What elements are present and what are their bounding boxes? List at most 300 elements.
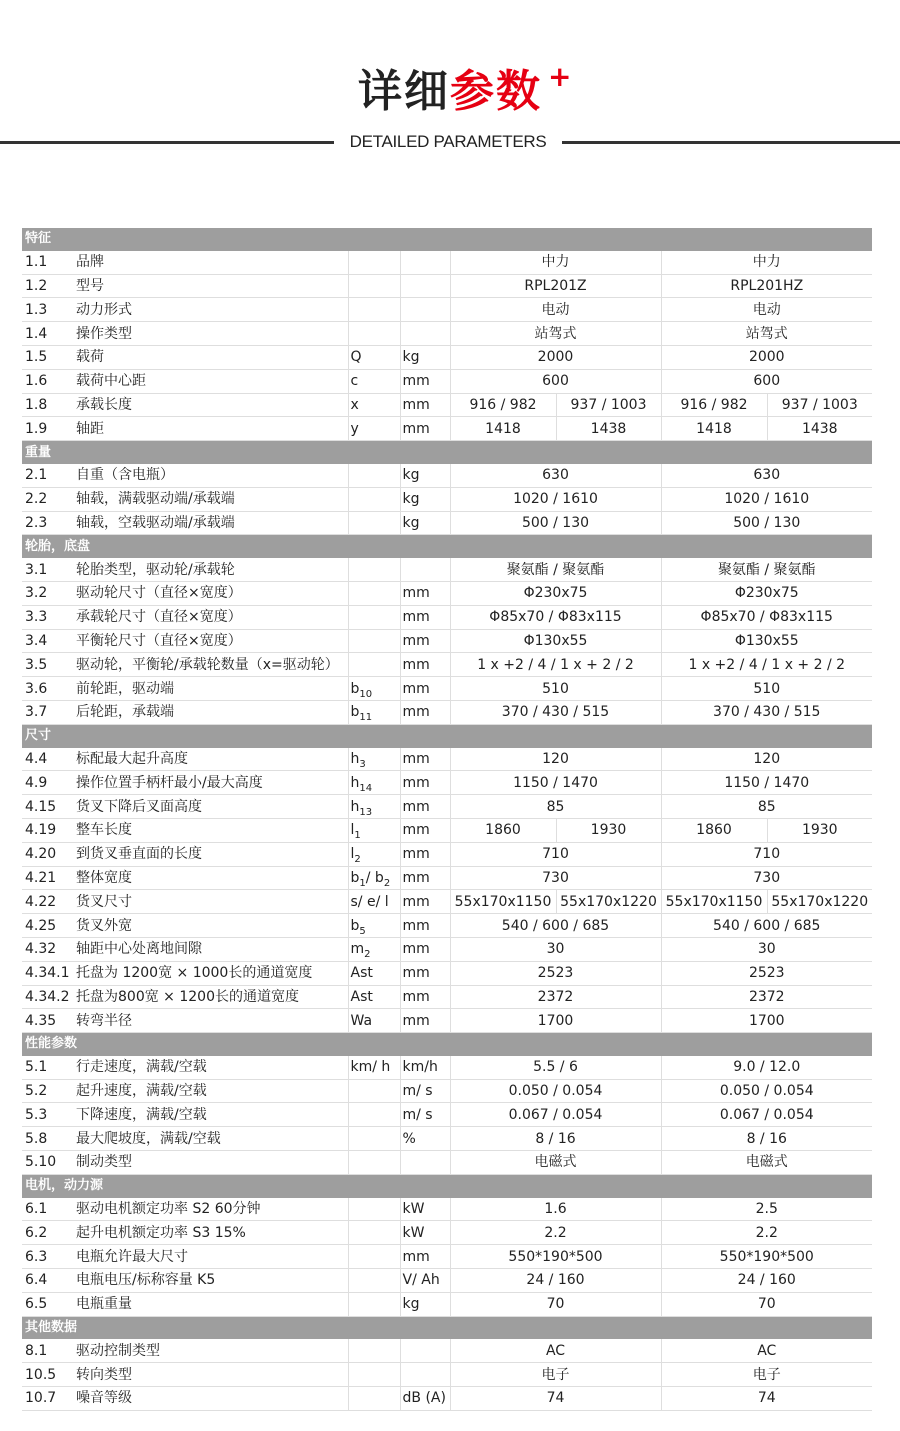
item-number: 1.2 xyxy=(22,274,74,298)
model-2-value: 500 / 130 xyxy=(661,511,872,535)
item-symbol xyxy=(348,629,400,653)
table-row xyxy=(22,345,872,369)
item-symbol xyxy=(348,1292,400,1316)
item-name: 载荷 xyxy=(74,345,348,369)
item-name: 托盘为800宽 × 1200长的通道宽度 xyxy=(74,985,348,1009)
item-name: 电瓶重量 xyxy=(74,1292,348,1316)
model-1-value: 2372 xyxy=(450,985,661,1009)
item-name: 标配最大起升高度 xyxy=(74,748,348,771)
item-name: 最大爬坡度，满载/空载 xyxy=(74,1127,348,1151)
item-number: 4.15 xyxy=(22,795,74,819)
model-2-value: 30 xyxy=(661,937,872,961)
item-symbol: Ast xyxy=(348,985,400,1009)
item-symbol xyxy=(348,1269,400,1293)
model-1-value-2: 1930 xyxy=(556,818,661,842)
table-row xyxy=(22,369,872,393)
item-name: 前轮距，驱动端 xyxy=(74,677,348,701)
table-row xyxy=(22,1009,872,1033)
table-row xyxy=(22,1056,872,1079)
item-symbol xyxy=(348,298,400,322)
item-unit: mm xyxy=(400,1245,450,1269)
table-row xyxy=(22,464,872,487)
item-name: 驱动电机额定功率 S2 60分钟 xyxy=(74,1198,348,1221)
item-unit: kg xyxy=(400,511,450,535)
item-unit: dB (A) xyxy=(400,1387,450,1411)
item-number: 5.2 xyxy=(22,1079,74,1103)
model-1-value: 8 / 16 xyxy=(450,1127,661,1151)
table-row xyxy=(22,251,872,274)
item-unit: kW xyxy=(400,1198,450,1221)
item-symbol: x xyxy=(348,393,400,417)
table-row xyxy=(22,914,872,938)
model-1-value: 电磁式 xyxy=(450,1151,661,1175)
item-name: 后轮距，承载端 xyxy=(74,700,348,724)
table-row xyxy=(22,937,872,961)
item-name: 制动类型 xyxy=(74,1151,348,1175)
item-number: 6.1 xyxy=(22,1198,74,1221)
model-2-value-1: 916 / 982 xyxy=(661,393,767,417)
item-number: 1.4 xyxy=(22,322,74,346)
item-unit: mm xyxy=(400,1009,450,1033)
model-2-value-2: 1438 xyxy=(767,417,872,441)
item-name: 货叉下降后叉面高度 xyxy=(74,795,348,819)
item-number: 4.32 xyxy=(22,937,74,961)
model-1-value-1: 1418 xyxy=(450,417,556,441)
item-symbol: $b_1/$ $b_2$ xyxy=(348,866,400,890)
model-1-value: 30 xyxy=(450,937,661,961)
model-2-value: 120 xyxy=(661,748,872,771)
table-row xyxy=(22,866,872,890)
table-row xyxy=(22,890,872,914)
item-symbol: Ast xyxy=(348,961,400,985)
spec-table xyxy=(22,228,872,1411)
item-unit xyxy=(400,1151,450,1175)
model-2-value: 540 / 600 / 685 xyxy=(661,914,872,938)
item-symbol: $b_5$ xyxy=(348,914,400,938)
table-row xyxy=(22,1292,872,1316)
table-row xyxy=(22,274,872,298)
item-unit: kg xyxy=(400,345,450,369)
model-1-value: Φ85x70 / Φ83x115 xyxy=(450,605,661,629)
model-2-value-2: 1930 xyxy=(767,818,872,842)
table-row xyxy=(22,748,872,771)
section-header xyxy=(22,724,872,747)
item-unit: mm xyxy=(400,677,450,701)
item-number: 10.5 xyxy=(22,1363,74,1387)
table-row xyxy=(22,818,872,842)
item-number: 1.5 xyxy=(22,345,74,369)
model-2-value: 电子 xyxy=(661,1363,872,1387)
item-unit: mm xyxy=(400,795,450,819)
item-unit: mm xyxy=(400,818,450,842)
model-2-value-1: 1418 xyxy=(661,417,767,441)
model-1-value: 730 xyxy=(450,866,661,890)
page-header xyxy=(0,0,900,200)
item-name: 操作位置手柄杆最小/最大高度 xyxy=(74,771,348,795)
table-row xyxy=(22,1363,872,1387)
divider-right xyxy=(562,141,900,144)
item-symbol xyxy=(348,1103,400,1127)
item-number: 1.3 xyxy=(22,298,74,322)
item-number: 2.2 xyxy=(22,487,74,511)
item-unit: mm xyxy=(400,581,450,605)
item-unit xyxy=(400,322,450,346)
item-number: 1.8 xyxy=(22,393,74,417)
model-1-value: 500 / 130 xyxy=(450,511,661,535)
item-unit xyxy=(400,274,450,298)
model-1-value: 1700 xyxy=(450,1009,661,1033)
item-symbol: km/ h xyxy=(348,1056,400,1079)
item-symbol: $h_{13}$ xyxy=(348,795,400,819)
item-symbol: Q xyxy=(348,345,400,369)
table-row xyxy=(22,1245,872,1269)
item-unit: mm xyxy=(400,393,450,417)
model-1-value: 1150 / 1470 xyxy=(450,771,661,795)
item-number: 3.1 xyxy=(22,558,74,581)
item-symbol xyxy=(348,581,400,605)
item-name: 轴距 xyxy=(74,417,348,441)
item-name: 轴距中心处离地间隙 xyxy=(74,937,348,961)
item-symbol: $m_2$ xyxy=(348,937,400,961)
table-row xyxy=(22,961,872,985)
section-title: 尺寸 xyxy=(22,724,872,747)
table-row xyxy=(22,558,872,581)
model-2-value: 2000 xyxy=(661,345,872,369)
item-symbol xyxy=(348,1127,400,1151)
item-unit: mm xyxy=(400,653,450,677)
model-2-value: 1 x +2 / 4 / 1 x + 2 / 2 xyxy=(661,653,872,677)
model-1-value: 540 / 600 / 685 xyxy=(450,914,661,938)
model-1-value: 5.5 / 6 xyxy=(450,1056,661,1079)
item-unit: kW xyxy=(400,1221,450,1245)
model-2-value: 0.067 / 0.054 xyxy=(661,1103,872,1127)
model-2-value: 2.5 xyxy=(661,1198,872,1221)
model-1-value-2: 1438 xyxy=(556,417,661,441)
model-2-value: 550*190*500 xyxy=(661,1245,872,1269)
item-name: 平衡轮尺寸（直径×宽度） xyxy=(74,629,348,653)
item-unit: m/ s xyxy=(400,1079,450,1103)
item-symbol: s/ e/ l xyxy=(348,890,400,914)
item-unit: mm xyxy=(400,890,450,914)
item-name: 驱动轮尺寸（直径×宽度） xyxy=(74,581,348,605)
model-1-value: RPL201Z xyxy=(450,274,661,298)
item-unit: mm xyxy=(400,748,450,771)
item-number: 5.3 xyxy=(22,1103,74,1127)
item-name: 转弯半径 xyxy=(74,1009,348,1033)
item-number: 6.5 xyxy=(22,1292,74,1316)
section-header xyxy=(22,441,872,464)
model-1-value: 74 xyxy=(450,1387,661,1411)
model-2-value: 2523 xyxy=(661,961,872,985)
model-1-value: 2000 xyxy=(450,345,661,369)
item-name: 到货叉垂直面的长度 xyxy=(74,842,348,866)
item-name: 货叉尺寸 xyxy=(74,890,348,914)
table-row xyxy=(22,1198,872,1221)
model-2-value-1: 55x170x1150 xyxy=(661,890,767,914)
item-unit xyxy=(400,298,450,322)
section-title: 特征 xyxy=(22,228,872,251)
item-symbol xyxy=(348,511,400,535)
item-name: 轮胎类型，驱动轮/承载轮 xyxy=(74,558,348,581)
item-unit: mm xyxy=(400,417,450,441)
plus-icon: + xyxy=(548,60,572,93)
table-row xyxy=(22,1339,872,1362)
item-symbol: $l_1$ xyxy=(348,818,400,842)
item-number: 10.7 xyxy=(22,1387,74,1411)
model-2-value: 600 xyxy=(661,369,872,393)
item-unit xyxy=(400,558,450,581)
table-row xyxy=(22,1079,872,1103)
item-number: 3.4 xyxy=(22,629,74,653)
item-symbol xyxy=(348,653,400,677)
item-unit: km/h xyxy=(400,1056,450,1079)
item-symbol xyxy=(348,1079,400,1103)
item-unit: kg xyxy=(400,1292,450,1316)
model-2-value: 站驾式 xyxy=(661,322,872,346)
item-symbol: y xyxy=(348,417,400,441)
title-part-dark: 详细 xyxy=(358,66,450,117)
model-2-value-1: 1860 xyxy=(661,818,767,842)
item-unit: mm xyxy=(400,937,450,961)
item-number: 6.3 xyxy=(22,1245,74,1269)
table-row xyxy=(22,985,872,1009)
model-1-value: 120 xyxy=(450,748,661,771)
item-symbol xyxy=(348,1245,400,1269)
model-1-value: 0.050 / 0.054 xyxy=(450,1079,661,1103)
item-symbol xyxy=(348,1363,400,1387)
item-number: 3.5 xyxy=(22,653,74,677)
section-header xyxy=(22,1316,872,1339)
item-symbol: $h_{14}$ xyxy=(348,771,400,795)
table-row xyxy=(22,677,872,701)
table-row xyxy=(22,322,872,346)
item-name: 轴载，满载驱动端/承载端 xyxy=(74,487,348,511)
item-symbol xyxy=(348,251,400,274)
model-1-value: 510 xyxy=(450,677,661,701)
model-2-value: 电动 xyxy=(661,298,872,322)
item-number: 4.34.2 xyxy=(22,985,74,1009)
item-name: 自重（含电瓶） xyxy=(74,464,348,487)
item-symbol xyxy=(348,1151,400,1175)
item-number: 2.1 xyxy=(22,464,74,487)
item-number: 5.8 xyxy=(22,1127,74,1151)
item-name: 电瓶允许最大尺寸 xyxy=(74,1245,348,1269)
item-name: 托盘为 1200宽 × 1000长的通道宽度 xyxy=(74,961,348,985)
item-unit: m/ s xyxy=(400,1103,450,1127)
table-row xyxy=(22,298,872,322)
section-header xyxy=(22,1033,872,1056)
model-1-value: 600 xyxy=(450,369,661,393)
section-header xyxy=(22,1174,872,1197)
item-name: 下降速度，满载/空载 xyxy=(74,1103,348,1127)
model-1-value-2: 937 / 1003 xyxy=(556,393,661,417)
item-symbol: Wa xyxy=(348,1009,400,1033)
item-name: 转向类型 xyxy=(74,1363,348,1387)
section-header xyxy=(22,535,872,558)
item-number: 5.1 xyxy=(22,1056,74,1079)
section-title: 轮胎，底盘 xyxy=(22,535,872,558)
model-2-value: Φ130x55 xyxy=(661,629,872,653)
item-symbol: $b_{11}$ xyxy=(348,700,400,724)
model-2-value: 85 xyxy=(661,795,872,819)
item-unit: % xyxy=(400,1127,450,1151)
model-2-value: 24 / 160 xyxy=(661,1269,872,1293)
model-2-value: 70 xyxy=(661,1292,872,1316)
item-unit: mm xyxy=(400,771,450,795)
item-unit: kg xyxy=(400,464,450,487)
section-header xyxy=(22,228,872,251)
model-1-value-1: 1860 xyxy=(450,818,556,842)
model-2-value: 8 / 16 xyxy=(661,1127,872,1151)
item-unit xyxy=(400,1363,450,1387)
item-name: 载荷中心距 xyxy=(74,369,348,393)
table-row xyxy=(22,842,872,866)
item-unit xyxy=(400,1339,450,1362)
model-2-value: 370 / 430 / 515 xyxy=(661,700,872,724)
section-title: 其他数据 xyxy=(22,1316,872,1339)
item-number: 1.1 xyxy=(22,251,74,274)
item-number: 1.6 xyxy=(22,369,74,393)
item-unit: kg xyxy=(400,487,450,511)
item-name: 起升速度，满载/空载 xyxy=(74,1079,348,1103)
item-unit: mm xyxy=(400,961,450,985)
item-name: 承载长度 xyxy=(74,393,348,417)
item-number: 3.6 xyxy=(22,677,74,701)
item-number: 6.4 xyxy=(22,1269,74,1293)
item-name: 货叉外宽 xyxy=(74,914,348,938)
item-symbol xyxy=(348,558,400,581)
table-row xyxy=(22,1269,872,1293)
model-1-value: 70 xyxy=(450,1292,661,1316)
page-title xyxy=(0,62,900,122)
model-1-value: 2.2 xyxy=(450,1221,661,1245)
table-row xyxy=(22,487,872,511)
item-symbol xyxy=(348,1198,400,1221)
page-subtitle: DETAILED PARAMETERS xyxy=(349,132,547,151)
model-2-value: 1020 / 1610 xyxy=(661,487,872,511)
model-1-value: 1 x +2 / 4 / 1 x + 2 / 2 xyxy=(450,653,661,677)
model-2-value: 1700 xyxy=(661,1009,872,1033)
item-number: 2.3 xyxy=(22,511,74,535)
item-name: 轴载，空载驱动端/承载端 xyxy=(74,511,348,535)
model-2-value: 中力 xyxy=(661,251,872,274)
model-1-value: 630 xyxy=(450,464,661,487)
item-name: 承载轮尺寸（直径×宽度） xyxy=(74,605,348,629)
item-symbol: $l_2$ xyxy=(348,842,400,866)
section-title: 电机，动力源 xyxy=(22,1174,872,1197)
model-1-value-1: 55x170x1150 xyxy=(450,890,556,914)
item-name: 品牌 xyxy=(74,251,348,274)
item-number: 8.1 xyxy=(22,1339,74,1362)
item-name: 整体宽度 xyxy=(74,866,348,890)
item-name: 整车长度 xyxy=(74,818,348,842)
model-1-value: AC xyxy=(450,1339,661,1362)
item-symbol: $b_{10}$ xyxy=(348,677,400,701)
model-1-value: Φ230x75 xyxy=(450,581,661,605)
model-1-value: 710 xyxy=(450,842,661,866)
item-symbol xyxy=(348,487,400,511)
model-1-value: Φ130x55 xyxy=(450,629,661,653)
model-2-value: 510 xyxy=(661,677,872,701)
model-1-value: 电动 xyxy=(450,298,661,322)
item-unit: mm xyxy=(400,985,450,1009)
item-name: 型号 xyxy=(74,274,348,298)
item-number: 4.4 xyxy=(22,748,74,771)
item-number: 4.21 xyxy=(22,866,74,890)
table-row xyxy=(22,795,872,819)
table-row xyxy=(22,1387,872,1411)
table-row xyxy=(22,393,872,417)
model-1-value: 0.067 / 0.054 xyxy=(450,1103,661,1127)
item-unit xyxy=(400,251,450,274)
item-symbol xyxy=(348,274,400,298)
model-1-value: 聚氨酯 / 聚氨酯 xyxy=(450,558,661,581)
item-number: 5.10 xyxy=(22,1151,74,1175)
model-2-value: 74 xyxy=(661,1387,872,1411)
model-2-value: 630 xyxy=(661,464,872,487)
item-number: 6.2 xyxy=(22,1221,74,1245)
model-1-value: 85 xyxy=(450,795,661,819)
model-2-value: 聚氨酯 / 聚氨酯 xyxy=(661,558,872,581)
item-name: 噪音等级 xyxy=(74,1387,348,1411)
table-row xyxy=(22,1221,872,1245)
section-title: 性能参数 xyxy=(22,1033,872,1056)
item-unit: mm xyxy=(400,629,450,653)
model-1-value: 24 / 160 xyxy=(450,1269,661,1293)
item-unit: mm xyxy=(400,700,450,724)
item-name: 起升电机额定功率 S3 15% xyxy=(74,1221,348,1245)
item-number: 4.22 xyxy=(22,890,74,914)
model-2-value: Φ230x75 xyxy=(661,581,872,605)
item-symbol xyxy=(348,1221,400,1245)
model-2-value: 9.0 / 12.0 xyxy=(661,1056,872,1079)
model-2-value: RPL201HZ xyxy=(661,274,872,298)
item-symbol xyxy=(348,605,400,629)
item-number: 4.35 xyxy=(22,1009,74,1033)
item-name: 驱动轮，平衡轮/承载轮数量（x=驱动轮） xyxy=(74,653,348,677)
model-2-value: 0.050 / 0.054 xyxy=(661,1079,872,1103)
model-2-value: 电磁式 xyxy=(661,1151,872,1175)
table-row xyxy=(22,653,872,677)
item-number: 4.20 xyxy=(22,842,74,866)
model-2-value-2: 55x170x1220 xyxy=(767,890,872,914)
model-1-value-1: 916 / 982 xyxy=(450,393,556,417)
item-name: 动力形式 xyxy=(74,298,348,322)
table-row xyxy=(22,771,872,795)
model-2-value: 710 xyxy=(661,842,872,866)
table-row xyxy=(22,700,872,724)
item-number: 3.7 xyxy=(22,700,74,724)
table-row xyxy=(22,581,872,605)
item-name: 操作类型 xyxy=(74,322,348,346)
item-symbol: $h_3$ xyxy=(348,748,400,771)
item-unit: mm xyxy=(400,866,450,890)
item-number: 4.25 xyxy=(22,914,74,938)
model-2-value: 1150 / 1470 xyxy=(661,771,872,795)
item-symbol xyxy=(348,322,400,346)
table-row xyxy=(22,511,872,535)
model-1-value: 中力 xyxy=(450,251,661,274)
item-number: 4.19 xyxy=(22,818,74,842)
table-row xyxy=(22,1151,872,1175)
spec-table-body xyxy=(22,228,872,1410)
table-row xyxy=(22,1103,872,1127)
item-symbol xyxy=(348,464,400,487)
item-symbol xyxy=(348,1387,400,1411)
item-unit: mm xyxy=(400,605,450,629)
table-row xyxy=(22,605,872,629)
table-row xyxy=(22,629,872,653)
